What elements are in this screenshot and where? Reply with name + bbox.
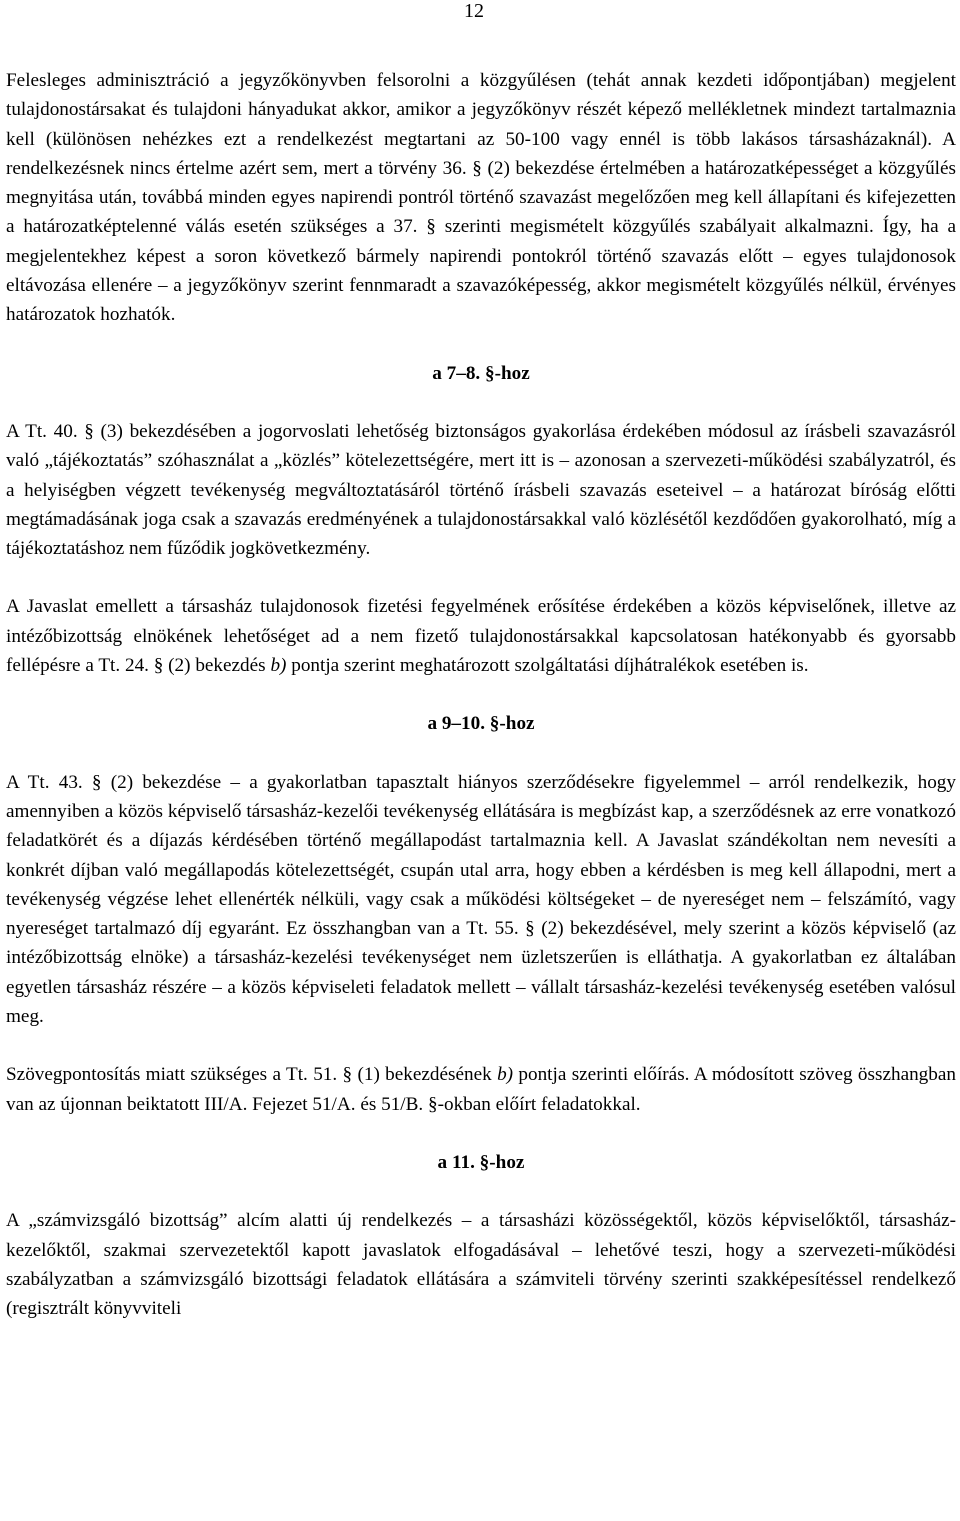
paragraph-text-part: pontja szerint meghatározott szolgáltatási díjhátralékok esetében is. bbox=[286, 655, 809, 677]
paragraph-fizetesi-fegyelem bbox=[6, 592, 956, 680]
paragraph-jegyzokonyv: Felesleges adminisztráció a jegyzőkönyvben felsorolni a közgyűlésen (tehát annak kezdeti időpontjában) megjelent tulajdonostársakat és tulajdoni hányadukat akkor, amikor a jegyzőkönyv részét képező mellékletnek mindezt tartalmaznia kell (különösen nehézkes ezt a rendelkezést megtartani az 50-100 vagy ennél is több lakásos társasházaknál). A rendelkezésnek nincs értelme azért sem, mert a törvény 36. § (2) bekezdése értelmében a határozatképességet a közgyűlés megnyitása után, továbbá minden egyes napirendi pontról történő szavazást megelőzően meg kell állapítani és kifejezetten a határozatképtelenné válás esetén szükséges a 37. § szerinti megismételt közgyűlés szabályait alkalmazni. Így, ha a megjelentekhez képest a soron következő bármely napirendi pontokról történő szavazás előtt – egyes tulajdonosok eltávozása ellenére – a jegyzőkönyv szerint fennmaradt a szavazóképesség, akkor megismételt közgyűlés nélkül, érvényes határozatok hozhatók. bbox=[6, 70, 956, 326]
paragraph-tt-43: A Tt. 43. § (2) bekezdése – a gyakorlatban tapasztalt hiányos szerződésekre figyelemmel – arról rendelkezik, hogy amennyiben a közös képviselő társasház-kezelői tevékenység ellátására is megbízást kap, a szerződésnek az erre vonatkozó feladatkörét és a díjazás kérdésében történő megállapodást tartalmaznia kell. A Javaslat szándékoltan nem nevesíti a konkrét díjban való megállapodás kötelezettségét, csupán utal arra, hogy ebben a kérdésben is meg kell állapodni, mert a tevékenység végzése lehet ellenérték nélküli, vagy csak a működési költségeket – de nyereséget nem – felszámító, vagy nyereséget tartalmazó díj egyaránt. Ez összhangban van a Tt. 55. § (2) bekezdésével, mely szerint a közös képviselő (az intézőbizottság elnöke) a társasház-kezelési tevékenységet nem üzletszerűen is elláthatja. A gyakorlatban ez általában egyetlen társasház részére – a közös képviseleti feladatok mellett – vállalt társasház-kezelési tevékenység esetében valósul meg. bbox=[6, 771, 956, 1028]
paragraph-text-part: pontja szerinti előírás. A módosított szöveg összhangban van az újonnan beiktatott III/A. Fejezet 51/A. és 51/B. §-okban előírt feladatokkal. bbox=[6, 1064, 956, 1115]
italic-point-ref: b) bbox=[497, 1064, 514, 1086]
page-number: 12 bbox=[464, 0, 484, 22]
paragraph-szamvizsgalo: A „számvizsgáló bizottság” alcím alatti új rendelkezés – a társasházi közösségektől, közös képviselőktől, társasház-kezelőktől, szakmai szervezetektől kapott javaslatok elfogadásával – lehetővé teszi, hogy a szervezeti-működési szabályzatban a számvizsgáló bizottsági feladatok ellátására a számviteli törvény szerinti szakképesítéssel rendelkező (regisztrált könyvviteli bbox=[6, 1210, 956, 1320]
paragraph-tt-40: A Tt. 40. § (3) bekezdésében a jogorvoslati lehetőség biztonságos gyakorlása érdekében módosul az írásbeli szavazásról való „tájékoztatás” szóhasználat a „közlés” kötelezettségére, mert itt is – azonosan a szervezeti-működési szabályzatról, és a helyiségben végzett tevékenység megváltoztatásáról történő írásbeli szavazás eseteivel – a határozat bíróság előtti megtámadásának joga csak a szavazás eredményének a tulajdonostársakkal való közlésétől kezdődően gyakorolható, míg a tájékoztatáshoz nem fűződik jogkövetkezmény. bbox=[6, 420, 956, 560]
paragraph-szovegpontositas bbox=[6, 1060, 956, 1119]
paragraph-text-part: A Javaslat emellett a társasház tulajdonosok fizetési fegyelmének erősítése érdekében a közös képviselőnek, illetve az intézőbizottság elnökének lehetőséget ad a nem fizető tulajdonostársakkal kapcsolatosan hatékonyabb és gyorsabb fellépésre a Tt. 24. § (2) bekezdés bbox=[6, 596, 956, 677]
paragraph-text-part: Szövegpontosítás miatt szükséges a Tt. 51. § (1) bekezdésének bbox=[6, 1064, 498, 1086]
section-heading-9-10: a 9–10. §-hoz bbox=[427, 713, 535, 735]
section-heading-11: a 11. §-hoz bbox=[437, 1151, 525, 1173]
italic-point-ref: b) bbox=[270, 655, 287, 677]
section-heading-7-8: a 7–8. §-hoz bbox=[432, 362, 530, 384]
document-body bbox=[6, 66, 956, 1323]
